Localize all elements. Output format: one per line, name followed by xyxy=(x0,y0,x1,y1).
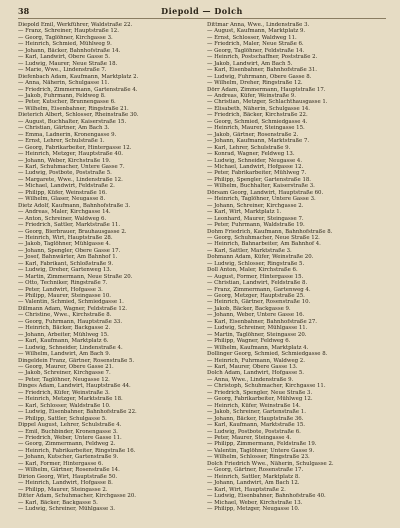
directory-entry: — Peter, Fabrikarbeiter, Mühlweg 7. xyxy=(207,170,307,177)
directory-entry: — August, Kaufmann, Marktplatz 9. xyxy=(207,28,306,35)
directory-entry: — Philipp, Maurer, Steingasse 10. xyxy=(18,293,112,300)
directory-entry: — Johann, Bäcker, Hauptstraße 36. xyxy=(207,415,304,422)
page-number: 38 xyxy=(18,6,30,16)
directory-entry: Ditter Adam, Schuhmacher, Kirchgasse 20. xyxy=(18,493,136,500)
directory-entry: — Heinrich, Sattler, Marktplatz 8. xyxy=(207,473,300,480)
columns xyxy=(18,22,386,524)
directory-entry: — Elisabeth, Näherin, Schulgasse 14. xyxy=(207,105,311,112)
directory-entry: — Jakob, Schreiner, Kirchgasse 7. xyxy=(18,370,111,377)
directory-entry: — Karl, Lehrer, Schulstraße 9. xyxy=(207,144,291,151)
directory-entry: — Wilhelm, Buchhalter, Kaiserstraße 3. xyxy=(207,183,315,190)
directory-entry: — Michael, Weber, Kirchstraße 13. xyxy=(207,499,303,506)
directory-entry: — Karl, Sattler, Marktstraße 3. xyxy=(207,247,292,254)
directory-entry: — Friedrich, Spengler, Neue Straße 3. xyxy=(207,389,313,396)
directory-entry: — Heinrich, Gärtner, Rosenstraße 10. xyxy=(207,299,311,306)
directory-entry: — Wilhelm, Landwirt, Am Bach 9. xyxy=(18,351,111,358)
directory-entry: — Ludwig, Postbote, Poststraße 5. xyxy=(18,170,112,177)
directory-entry: — Margarete, Wwe., Lindenstraße 12. xyxy=(18,176,123,183)
directory-entry: — Heinrich, Metzger, Hauptstraße 40. xyxy=(18,151,123,158)
directory-entry: — Heinrich, Landwirt, Hofgasse 8. xyxy=(18,480,113,487)
directory-entry: — Andreas, Maler, Kirchgasse 14. xyxy=(18,209,111,216)
directory-entry: — Wilhelm, Schlosser, Ringstraße 23. xyxy=(207,454,310,461)
directory-entry: — Georg, Taglöhner, Feldstraße 14. xyxy=(207,47,305,54)
directory-entry: — Philipp, Spengler, Gartenstraße 18. xyxy=(207,176,312,183)
directory-entry: — Jakob, Gärtner, Rosenstraße 2. xyxy=(207,131,299,138)
directory-entry: — Andreas, Küfer, Weinstraße 9. xyxy=(207,92,296,99)
directory-entry: — Ludwig, Schlosser, Ringstraße 5. xyxy=(207,260,305,267)
directory-entry: — Philipp, Zimmermann, Feldstraße 19. xyxy=(207,441,317,448)
directory-entry: — Friedrich, Sattler, Marktstraße 11. xyxy=(18,222,121,229)
directory-entry: Dillmann Adam, Wagner, Feldstraße 12. xyxy=(18,305,127,312)
directory-entry: — Heinrich, Taglöhner, Untere Gasse 3. xyxy=(207,196,316,203)
directory-entry: Dippel August, Lehrer, Schulstraße 4. xyxy=(18,422,122,429)
directory-entry: — Karl, Eisenbahner, Bahnhofstraße 31. xyxy=(207,67,318,74)
directory-entry: — Anna, Näherin, Schulgasse 11. xyxy=(18,80,110,87)
directory-entry: Doll Anton, Maler, Kirchstraße 6. xyxy=(207,267,298,274)
directory-entry: Dieterich Albert, Schlosser, Rheinstraße 30. xyxy=(18,112,139,119)
directory-entry: — Georg, Schmied, Schmiedgasse 4. xyxy=(207,118,308,125)
directory-entry: — Johann, Weber, Untere Gasse 16. xyxy=(207,312,305,319)
directory-entry: — Michael, Landwirt, Feldstraße 2. xyxy=(18,183,115,190)
directory-entry: — Jakob, Schreiner, Gartenstraße 1. xyxy=(207,409,306,416)
directory-entry: Dohm Friedrich, Kaufmann, Bahnhofstraße 8. xyxy=(207,228,333,235)
directory-entry: — Georg, Bierbrauer, Brauhausgasse 2. xyxy=(18,228,127,235)
directory-entry: — Philipp, Küfer, Weinstraße 16. xyxy=(18,189,107,196)
directory-entry: — Valentin, Schmied, Schmiedgasse 1. xyxy=(18,299,124,306)
directory-entry: — Jakob, Bäcker, Backgasse 9. xyxy=(207,305,291,312)
directory-entry: — Konrad, Wagner, Feldweg 13. xyxy=(207,151,295,158)
directory-entry: — Ludwig, Fuhrmann, Obere Gasse 8. xyxy=(207,73,312,80)
directory-entry: — Ludwig, Schreiner, Mühlgasse 11. xyxy=(207,325,308,332)
running-head: Diepold — Dolch xyxy=(161,6,243,16)
directory-entry: Diefenbach Adam, Kaufmann, Marktplatz 2. xyxy=(18,73,139,80)
directory-entry: — Ludwig, Maurer, Neue Straße 18. xyxy=(18,60,118,67)
directory-entry: — Johann, Weber, Kirchstraße 19. xyxy=(18,157,111,164)
directory-entry: — Christoph, Schuhmacher, Kirchgasse 11. xyxy=(207,383,326,390)
directory-entry: — Ludwig, Schneider, Lindenstraße 4. xyxy=(18,344,123,351)
directory-entry: — Heinrich, Postschaffner, Poststraße 2. xyxy=(207,54,318,61)
directory-entry: — Martin, Zimmermann, Neue Straße 20. xyxy=(18,273,133,280)
directory-entry: — Georg, Fuhrmann, Hauptstraße 33. xyxy=(18,318,123,325)
page-header xyxy=(18,6,386,19)
directory-entry: — Ludwig, Eisenbahner, Bahnhofstraße 40. xyxy=(207,493,326,500)
directory-entry: — Friedrich, Bäcker, Kirchstraße 22. xyxy=(207,112,308,119)
directory-entry: — August, Former, Hintergasse 15. xyxy=(207,273,304,280)
directory-entry: — Wilhelm, Eisenbahner, Ringstraße 21. xyxy=(18,105,129,112)
directory-entry: — Johann, Spengler, Obere Gasse 17. xyxy=(18,247,121,254)
directory-entry: — Georg, Gärtner, Rosenstraße 17. xyxy=(207,467,304,474)
directory-entry: Dörr Adam, Zimmermann, Hauptstraße 17. xyxy=(207,86,326,93)
directory-entry: Dingeldein Franz, Gärtner, Rosenstraße 5. xyxy=(18,357,135,364)
directory-entry: — Johann, Landwirt, Am Bach 12. xyxy=(207,480,300,487)
column-right xyxy=(207,22,386,524)
directory-entry: — Karl, Wirt, Marktplatz 1. xyxy=(207,209,282,216)
directory-entry: — Heinrich, Fuhrmann, Waldweg 2. xyxy=(207,357,305,364)
directory-entry: — Wilhelm, Dreher, Ringstraße 12. xyxy=(207,80,303,87)
directory-entry: — Christian, Gärtner, Am Bach 3. xyxy=(18,125,110,132)
directory-entry: — Heinrich, Bahnarbeiter, Am Bahnhof 4. xyxy=(207,241,321,248)
directory-entry: — Karl, Schuhmacher, Untere Gasse 7. xyxy=(18,163,125,170)
directory-entry: — Philipp, Wagner, Feldweg 6. xyxy=(207,338,291,345)
directory-entry: — Karl, Kaufmann, Marktplatz 6. xyxy=(18,338,109,345)
directory-entry: — Ludwig, Schreiner, Mühlgasse 3. xyxy=(18,505,116,512)
directory-entry: — Johann, Schreiner, Kirchgasse 2. xyxy=(207,202,304,209)
directory-entry: — Philipp, Metzger, Neugasse 10. xyxy=(207,505,300,512)
directory-entry: — Christine, Wwe., Kirchstraße 8. xyxy=(18,312,112,319)
directory-entry: — Franz, Schreiner, Hauptstraße 12. xyxy=(18,28,119,35)
directory-entry: — Friedrich, Maler, Neue Straße 6. xyxy=(207,41,304,48)
directory-entry: — Jakob, Taglöhner, Mühlgasse 4. xyxy=(18,241,111,248)
directory-entry: — Otto, Techniker, Ringstraße 7. xyxy=(18,280,108,287)
directory-entry: — Ludwig, Postbote, Poststraße 6. xyxy=(207,428,301,435)
directory-entry: — Marie, Wwe., Lindenstraße 7. xyxy=(18,67,107,74)
directory-entry: — Emil, Buchbinder, Kronengasse 3. xyxy=(18,428,118,435)
directory-entry: — Christian, Metzger, Schlachthausgasse 1. xyxy=(207,99,328,106)
directory-entry: — Christian, Landwirt, Feldstraße 8. xyxy=(207,280,308,287)
directory-entry: Dietz Adolf, Kaufmann, Bahnhofstraße 3. xyxy=(18,202,131,209)
directory-entry: — Philipp, Maurer, Steingasse 2. xyxy=(18,486,108,493)
directory-entry: Dittmar Anna, Wwe., Lindenstraße 3. xyxy=(207,22,310,28)
directory-entry: — Karl, Kaufmann, Marktstraße 15. xyxy=(207,422,306,429)
directory-entry: — Emma, Ladnerin, Kronengasse 9. xyxy=(18,131,117,138)
directory-entry: — Josef, Bahnwärter, Am Bahnhof 1. xyxy=(18,254,118,261)
directory-entry: — Wilhelm, Gärtner, Rosenstraße 14. xyxy=(18,467,120,474)
directory-entry: — Heinrich, Schmied, Mühlweg 9. xyxy=(18,41,112,48)
directory-entry: — Peter, Maurer, Steingasse 4. xyxy=(207,435,292,441)
directory-entry: — Heinrich, Küfer, Weinstraße 14. xyxy=(207,402,301,409)
directory-entry: Dolch Friedrich Wwe., Näherin, Schulgasse 2. xyxy=(207,460,334,467)
directory-entry: — Georg, Taglöhner, Kirchgasse 3. xyxy=(18,34,113,41)
directory-entry: Dörsam Georg, Landwirt, Hauptstraße 60. xyxy=(207,189,324,196)
directory-entry: — Georg, Fabrikarbeiter, Hintergasse 12. xyxy=(18,144,132,151)
directory-entry: — Friedrich, Küfer, Weinstraße 3. xyxy=(18,389,110,396)
directory-entry: — Karl, Wirt, Hauptstraße 2. xyxy=(207,486,286,493)
directory-entry: — Wilhelm, Kaufmann, Marktplatz 4. xyxy=(207,344,309,351)
directory-entry: — Johann, Kaufmann, Marktstraße 7. xyxy=(207,138,310,145)
directory-entry: — Peter, Landwirt, Hofgasse 3. xyxy=(18,286,103,293)
directory-entry: — Karl, Eisenbahner, Bahnhofstraße 27. xyxy=(207,318,318,325)
directory-entry: Dohmann Adam, Küfer, Weinstraße 20. xyxy=(207,254,314,261)
directory-entry: — Ernst, Schlosser, Waldweg 11. xyxy=(207,34,297,41)
directory-entry: — Peter, Fuhrmann, Waldstraße 19. xyxy=(207,222,305,229)
directory-entry: — Friedrich, Weber, Untere Gasse 11. xyxy=(18,435,122,441)
directory-entry: — Ludwig, Schneider, Neugasse 4. xyxy=(207,157,303,164)
directory-entry: — Leonhard, Maurer, Steingasse 7. xyxy=(207,215,304,222)
directory-entry: — Karl, Bäcker, Backgasse 5. xyxy=(18,499,98,506)
directory-entry: — Michael, Landwirt, Hofgasse 12. xyxy=(207,163,304,170)
directory-entry: — Heinrich, Wirt, Hauptstraße 28. xyxy=(18,234,113,241)
directory-entry: — Ernst, Lehrer, Schulstraße 1. xyxy=(18,138,105,145)
directory-entry: — Georg, Schuhmacher, Neue Straße 12. xyxy=(207,234,320,241)
directory-entry: — Heinrich, Metzger, Marktstraße 18. xyxy=(18,396,123,403)
directory-entry: Diepold Emil, Werkführer, Waldstraße 22. xyxy=(18,22,133,28)
directory-entry: — Philipp, Sattler, Schulgasse 5. xyxy=(18,415,107,422)
directory-entry: — Heinrich, Maurer, Steingasse 15. xyxy=(207,125,305,132)
directory-entry: — Georg, Metzger, Hauptstraße 25. xyxy=(207,293,305,300)
directory-entry: — Heinrich, Bäcker, Backgasse 2. xyxy=(18,325,111,332)
directory-entry: — Martin, Taglöhner, Steingasse 20. xyxy=(207,331,307,338)
directory-entry: Dollinger Georg, Schmied, Schmiedgasse 8. xyxy=(207,351,328,358)
column-left xyxy=(18,22,197,524)
directory-entry: — Friedrich, Zimmermann, Gartenstraße 4. xyxy=(18,86,138,93)
directory-entry: — Ludwig, Dreher, Gartenweg 13. xyxy=(18,267,112,274)
directory-entry: — Karl, Former, Hintergasse 6. xyxy=(18,460,104,467)
directory-entry: — Franz, Zimmermann, Gartenweg 4. xyxy=(207,286,311,293)
directory-entry: — Valentin, Taglöhner, Untere Gasse 9. xyxy=(207,447,315,454)
directory-entry: — Wilhelm, Glaser, Neugasse 8. xyxy=(18,196,106,203)
directory-entry: — Karl, Maurer, Obere Gasse 13. xyxy=(207,364,298,371)
directory-entry: — Georg, Fabrikarbeiter, Mühlweg 12. xyxy=(207,396,313,403)
directory-entry: — Georg, Zimmermann, Feldweg 2. xyxy=(18,441,116,448)
directory-entry: — Anna, Wwe., Lindenstraße 9. xyxy=(207,376,294,383)
directory-entry: — Ludwig, Eisenbahner, Bahnhofstraße 22. xyxy=(18,409,137,416)
directory-entry: — Anton, Schreiner, Waldweg 6. xyxy=(18,215,107,222)
directory-entry: — Heinrich, Fabrikarbeiter, Ringstraße 16. xyxy=(18,447,136,454)
directory-entry: — Jakob, Landwirt, Am Bach 5. xyxy=(207,60,293,67)
directory-entry: — Karl, Schlosser, Waldstraße 10. xyxy=(18,402,111,409)
directory-entry: Dinges Adam, Landwirt, Hauptstraße 44. xyxy=(18,383,131,390)
directory-entry: — Peter, Kutscher, Brunnengasse 6. xyxy=(18,99,116,106)
directory-entry: — Peter, Taglöhner, Neugasse 12. xyxy=(18,376,110,383)
directory-entry: — Georg, Maurer, Obere Gasse 21. xyxy=(18,364,114,371)
directory-entry: — Johann, Bäcker, Bahnhofstraße 14. xyxy=(18,47,121,54)
directory-entry: — August, Buchhalter, Kaiserstraße 15. xyxy=(18,118,127,125)
directory-entry: — Jakob, Fuhrmann, Feldweg 8. xyxy=(18,92,106,99)
directory-entry: — Karl, Fabrikant, Schloßstraße 9. xyxy=(18,260,114,267)
directory-entry: — Johann, Kutscher, Gartenstraße 9. xyxy=(18,454,119,461)
directory-entry: — Karl, Landwirt, Obere Gasse 5. xyxy=(18,54,110,61)
directory-entry: — Johann, Arbeiter, Mühlweg 15. xyxy=(18,331,109,338)
directory-entry: Dolch Adam, Landwirt, Hofgasse 5. xyxy=(207,370,305,377)
directory-entry: Dirion Georg, Wirt, Hauptstraße 50. xyxy=(18,473,118,480)
